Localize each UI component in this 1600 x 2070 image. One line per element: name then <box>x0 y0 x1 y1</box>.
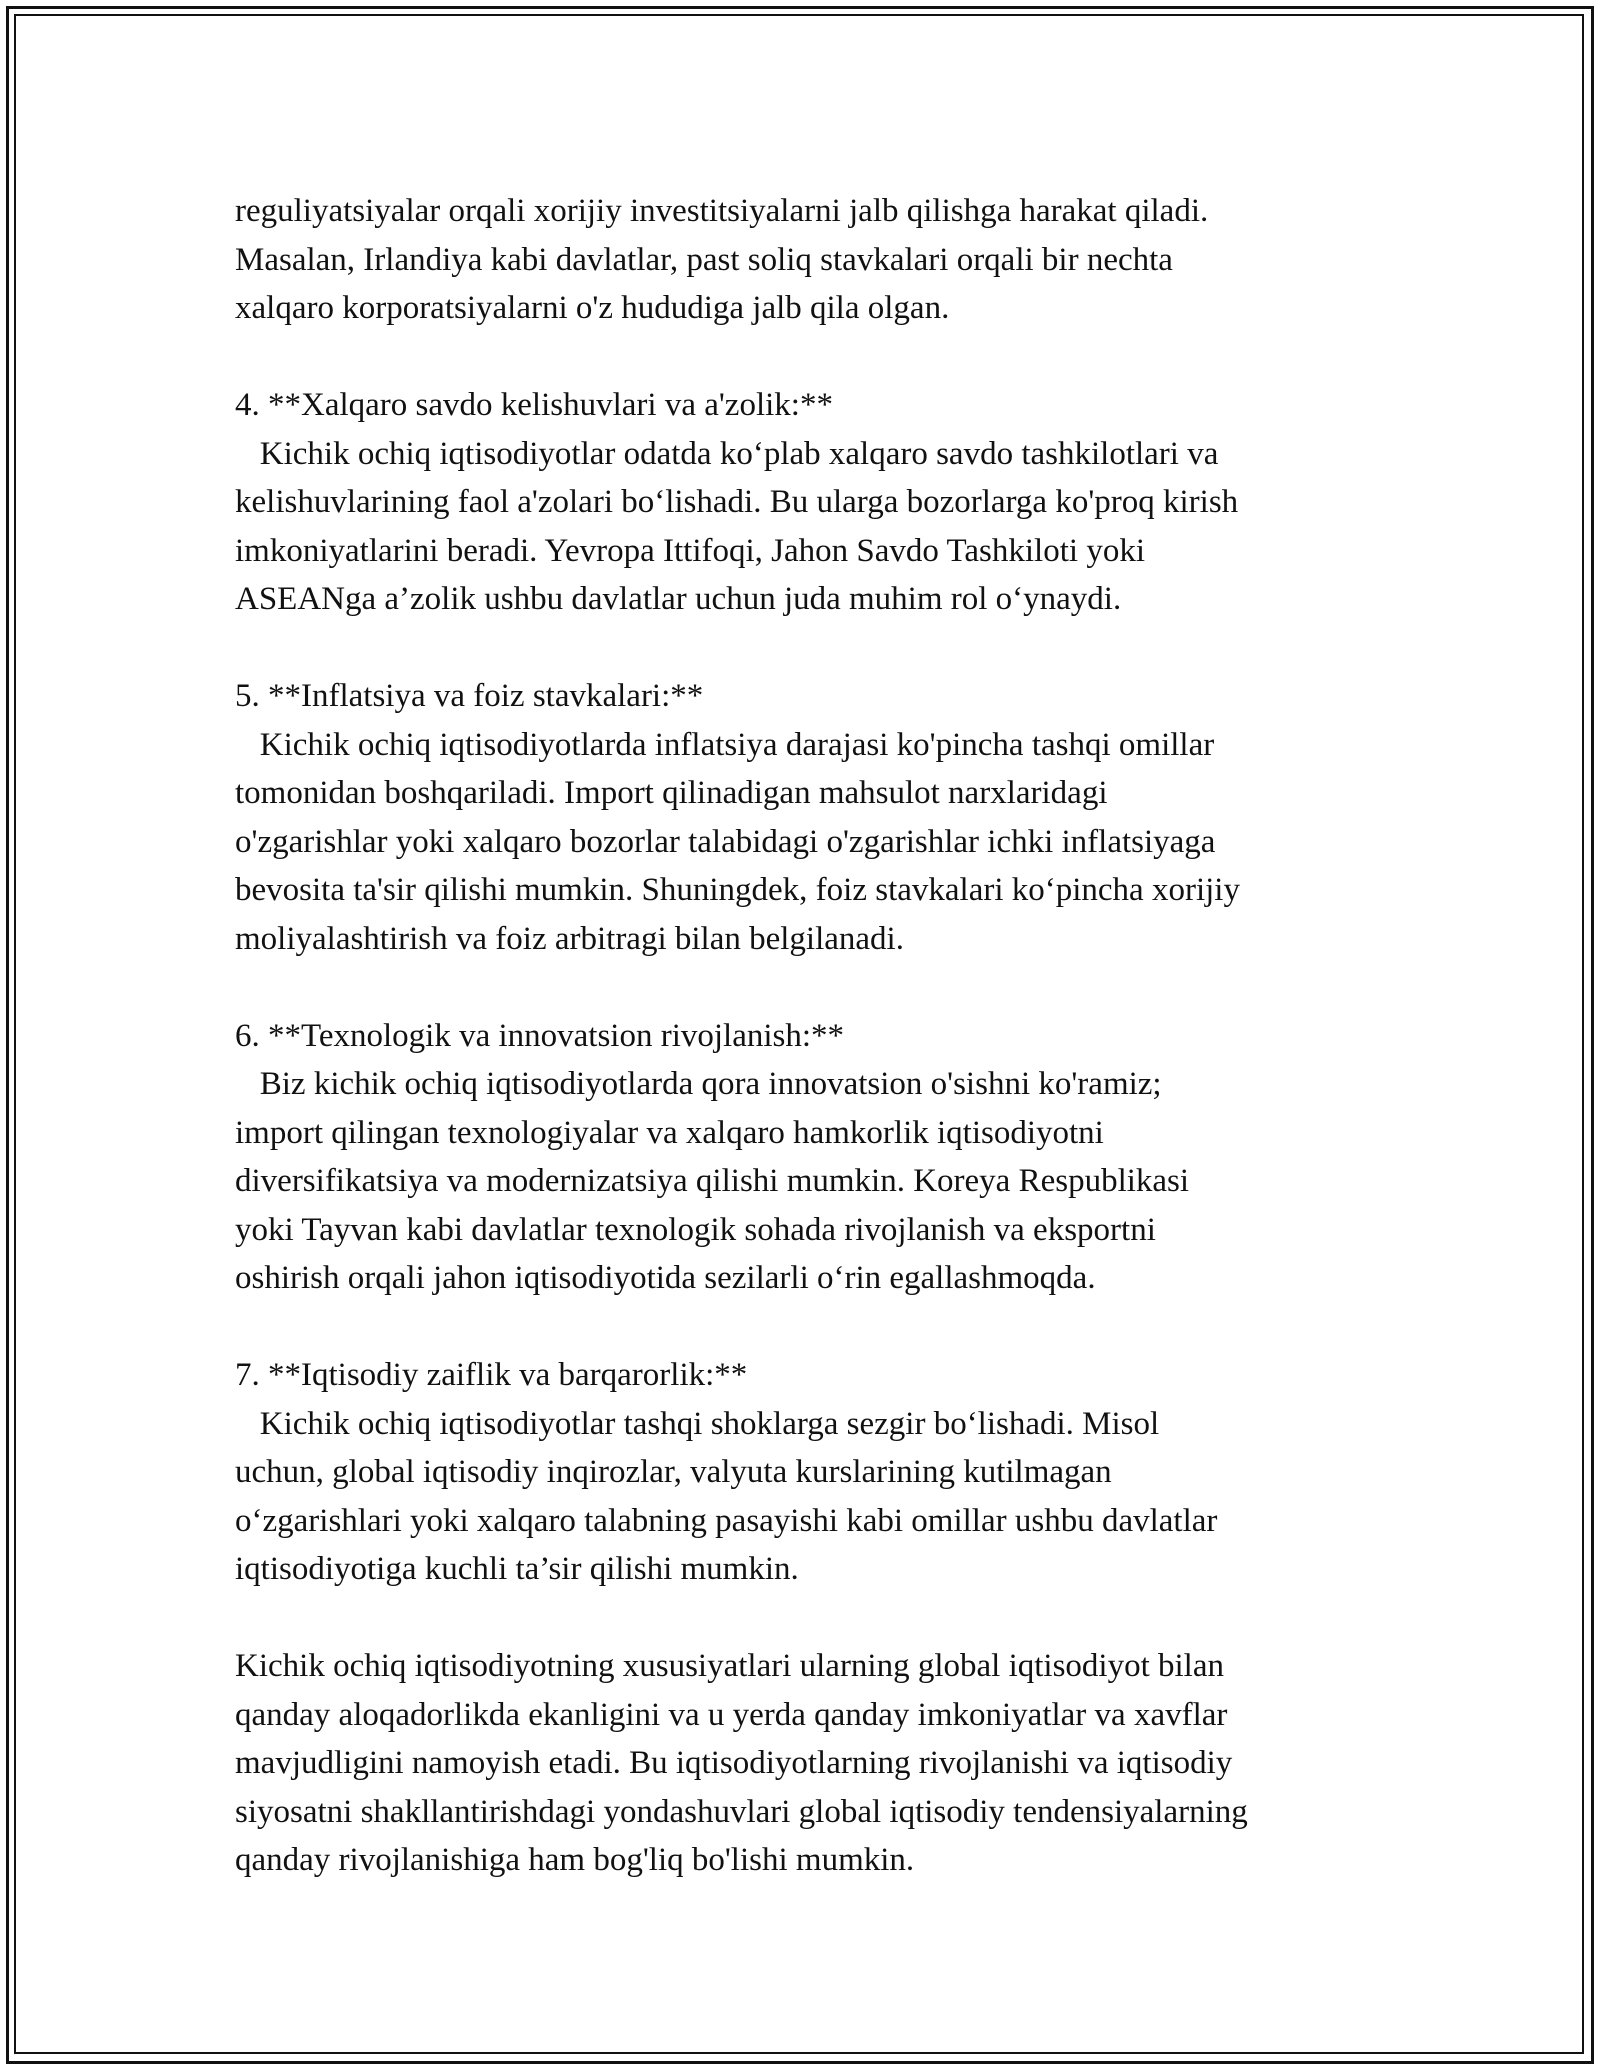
section-5 <box>235 672 1395 963</box>
section-heading: 7. **Iqtisodiy zaiflik va barqarorlik:** <box>235 1357 748 1393</box>
text-line: kelishuvlarining faol a'zolari bo‘lishadi. Bu ularga bozorlarga ko'proq kirish <box>235 484 1239 520</box>
section-7 <box>235 1351 1395 1594</box>
text-line: xalqaro korporatsiyalarni o'z hududiga jalb qila olgan. <box>235 290 950 326</box>
text-line: ASEANga a’zolik ushbu davlatlar uchun juda muhim rol o‘ynaydi. <box>235 581 1122 617</box>
paragraph-gap <box>235 1594 1395 1643</box>
text-line: Kichik ochiq iqtisodiyotlarda inflatsiya darajasi ko'pincha tashqi omillar <box>235 726 1215 763</box>
conclusion-paragraph <box>235 1642 1395 1885</box>
text-line: imkoniyatlarini beradi. Yevropa Ittifoqi, Jahon Savdo Tashkiloti yoki <box>235 532 1145 569</box>
text-line: iqtisodiyotiga kuchli ta’sir qilishi mumkin. <box>235 1551 799 1587</box>
paragraph-gap <box>235 333 1395 382</box>
text-line: Masalan, Irlandiya kabi davlatlar, past soliq stavkalari orqali bir nechta <box>235 241 1173 278</box>
text-line: mavjudligini namoyish etadi. Bu iqtisodiyotlarning rivojlanishi va iqtisodiy <box>235 1745 1233 1781</box>
text-line: o‘zgarishlari yoki xalqaro talabning pasayishi kabi omillar ushbu davlatlar <box>235 1502 1218 1539</box>
text-line: import qilingan texnologiyalar va xalqaro hamkorlik iqtisodiyotni <box>235 1114 1104 1151</box>
text-line: qanday rivojlanishiga ham bog'liq bo'lishi mumkin. <box>235 1842 915 1878</box>
section-heading: 6. **Texnologik va innovatsion rivojlanish:** <box>235 1017 845 1054</box>
intro-paragraph <box>235 187 1395 333</box>
text-line: oshirish orqali jahon iqtisodiyotida sezilarli o‘rin egallashmoqda. <box>235 1260 1096 1296</box>
text-line: moliyalashtirish va foiz arbitragi bilan belgilanadi. <box>235 920 904 957</box>
section-6 <box>235 1012 1395 1303</box>
paragraph-gap <box>235 624 1395 673</box>
text-line: Kichik ochiq iqtisodiyotlar odatda ko‘plab xalqaro savdo tashkilotlari va <box>235 435 1219 472</box>
paragraph-gap <box>235 963 1395 1012</box>
paragraph-gap <box>235 1303 1395 1352</box>
section-4 <box>235 381 1395 624</box>
text-line: o'zgarishlar yoki xalqaro bozorlar talabidagi o'zgarishlar ichki inflatsiyaga <box>235 823 1216 860</box>
section-heading: 4. **Xalqaro savdo kelishuvlari va a'zolik:** <box>235 387 833 423</box>
section-heading: 5. **Inflatsiya va foiz stavkalari:** <box>235 678 704 714</box>
text-line: tomonidan boshqariladi. Import qilinadigan mahsulot narxlaridagi <box>235 775 1108 811</box>
text-line: Kichik ochiq iqtisodiyotning xususiyatlari ularning global iqtisodiyot bilan <box>235 1648 1225 1684</box>
text-line: yoki Tayvan kabi davlatlar texnologik sohada rivojlanish va eksportni <box>235 1211 1156 1248</box>
text-line: qanday aloqadorlikda ekanligini va u yerda qanday imkoniyatlar va xavflar <box>235 1696 1228 1733</box>
document-body <box>235 187 1395 1885</box>
text-line: uchun, global iqtisodiy inqirozlar, valyuta kurslarining kutilmagan <box>235 1454 1112 1490</box>
text-line: reguliyatsiyalar orqali xorijiy investitsiyalarni jalb qilishga harakat qiladi. <box>235 193 1209 229</box>
text-line: diversifikatsiya va modernizatsiya qilishi mumkin. Koreya Respublikasi <box>235 1163 1190 1199</box>
text-line: Biz kichik ochiq iqtisodiyotlarda qora innovatsion o'sishni ko'ramiz; <box>235 1066 1162 1102</box>
text-line: Kichik ochiq iqtisodiyotlar tashqi shoklarga sezgir bo‘lishadi. Misol <box>235 1405 1160 1442</box>
text-line: siyosatni shakllantirishdagi yondashuvlari global iqtisodiy tendensiyalarning <box>235 1793 1248 1830</box>
text-line: bevosita ta'sir qilishi mumkin. Shuningdek, foiz stavkalari ko‘pincha xorijiy <box>235 872 1240 908</box>
